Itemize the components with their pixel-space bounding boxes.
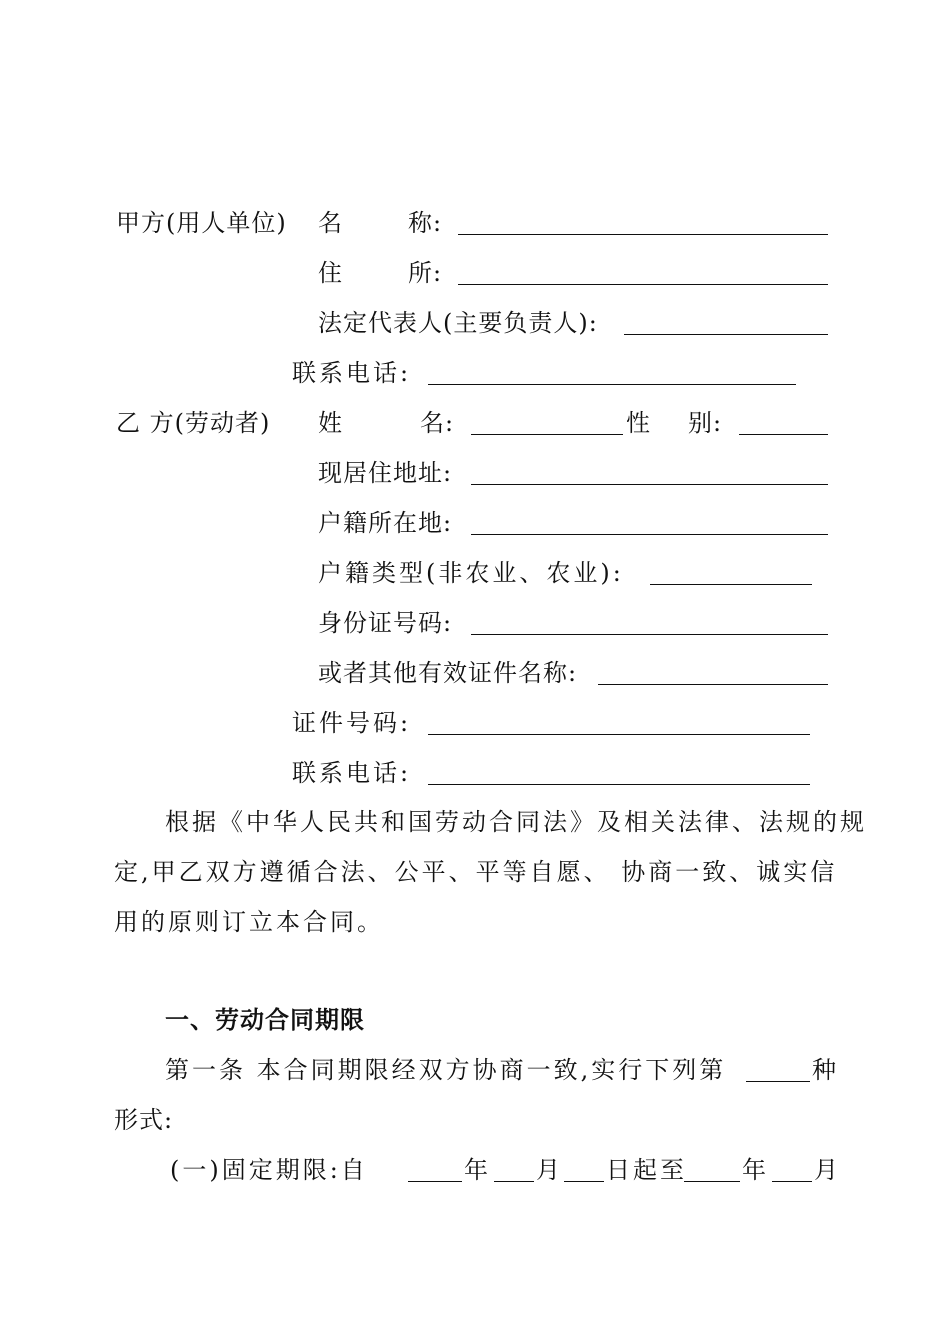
article-1-text-end: 种: [812, 1056, 837, 1084]
article-1-text-continued: 形式:: [114, 1106, 174, 1134]
party-b-hukou-type-field[interactable]: [650, 584, 812, 585]
party-a-phone-field[interactable]: [428, 384, 796, 385]
preamble-line-1: 根据《中华人民共和国劳动合同法》及相关法律、法规的规: [165, 808, 867, 836]
party-b-gender-label-1: 性: [626, 409, 651, 437]
party-a-address-label-2: 所:: [408, 259, 443, 287]
start-year-label: 年: [464, 1156, 489, 1184]
party-b-residence-field[interactable]: [471, 484, 828, 485]
party-a-label: 甲方(用人单位): [116, 209, 287, 237]
party-b-name-label-1: 姓: [318, 409, 343, 437]
party-a-name-label-2: 称:: [408, 209, 443, 237]
party-b-id-label: 身份证号码:: [318, 609, 453, 637]
start-year-field[interactable]: [408, 1181, 462, 1182]
end-month-field[interactable]: [772, 1181, 812, 1182]
preamble-line-2: 定,甲乙双方遵循合法、公平、平等自愿、 协商一致、诚实信: [114, 858, 838, 886]
end-month-label: 月: [814, 1156, 839, 1184]
party-b-hukou-place-field[interactable]: [471, 534, 828, 535]
party-b-id-field[interactable]: [471, 634, 828, 635]
party-b-gender-label-2: 别:: [688, 409, 723, 437]
party-b-gender-field[interactable]: [739, 434, 828, 435]
party-b-phone-label: 联系电话:: [292, 759, 412, 787]
party-b-cert-number-label: 证件号码:: [292, 709, 412, 737]
party-a-address-label-1: 住: [318, 259, 343, 287]
party-b-name-field[interactable]: [471, 434, 623, 435]
start-day-label: 日起至: [606, 1156, 687, 1184]
party-a-address-field[interactable]: [458, 284, 828, 285]
preamble-line-3: 用的原则订立本合同。: [114, 908, 384, 936]
article-1-text: 第一条 本合同期限经双方协商一致,实行下列第: [165, 1056, 727, 1084]
party-a-phone-label: 联系电话:: [292, 359, 412, 387]
party-b-hukou-place-label: 户籍所在地:: [318, 509, 453, 537]
end-year-field[interactable]: [684, 1181, 740, 1182]
start-day-field[interactable]: [564, 1181, 604, 1182]
party-a-name-label-1: 名: [318, 209, 343, 237]
party-b-phone-field[interactable]: [428, 784, 810, 785]
party-b-name-label-2: 名:: [420, 409, 455, 437]
start-month-label: 月: [536, 1156, 561, 1184]
section-1-heading: 一、劳动合同期限: [165, 1006, 365, 1034]
party-a-name-field[interactable]: [458, 234, 828, 235]
party-b-label: 乙 方(劳动者): [116, 409, 271, 437]
party-a-representative-field[interactable]: [624, 334, 828, 335]
fixed-term-lead: (一)固定期限:自: [170, 1156, 368, 1184]
party-b-residence-label: 现居住地址:: [318, 459, 453, 487]
party-a-representative-label: 法定代表人(主要负责人):: [318, 309, 598, 337]
party-b-hukou-type-label: 户籍类型(非农业、农业):: [318, 559, 624, 587]
article-1-form-field[interactable]: [746, 1081, 810, 1082]
start-month-field[interactable]: [494, 1181, 534, 1182]
end-year-label: 年: [742, 1156, 767, 1184]
party-b-cert-number-field[interactable]: [428, 734, 810, 735]
party-b-other-id-field[interactable]: [598, 684, 828, 685]
party-b-other-id-label: 或者其他有效证件名称:: [318, 659, 578, 687]
